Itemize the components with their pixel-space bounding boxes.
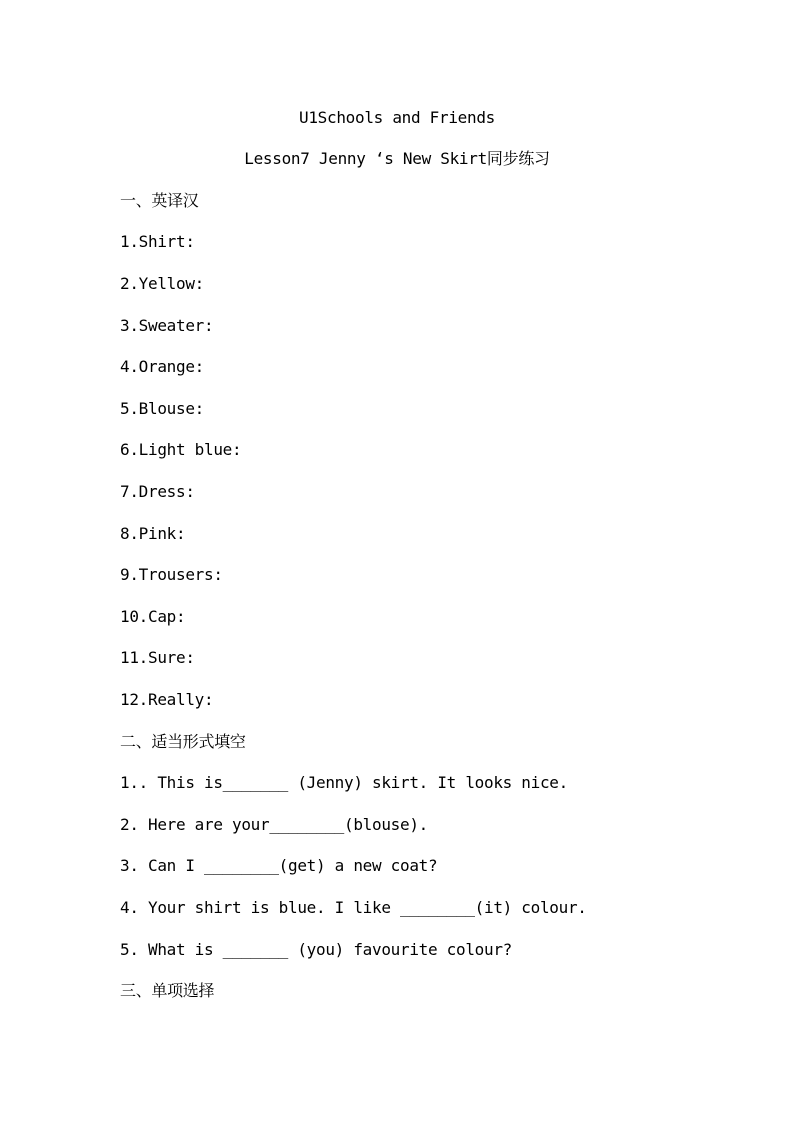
fill-in-item: 3. Can I ________(get) a new coat? [120, 856, 438, 875]
fill-in-item: 1.. This is_______ (Jenny) skirt. It looks nice. [120, 773, 568, 792]
vocab-item: 2.Yellow: [120, 274, 204, 293]
document-title: U1Schools and Friends [299, 108, 495, 127]
fill-in-item: 4. Your shirt is blue. I like ________(it) colour. [120, 898, 587, 917]
section-heading-multiple-choice: 三、单项选择 [120, 981, 215, 1000]
vocab-item: 1.Shirt: [120, 232, 195, 251]
vocab-item: 6.Light blue: [120, 440, 242, 459]
vocab-item: 3.Sweater: [120, 316, 214, 335]
section-heading-fill-in: 二、适当形式填空 [120, 732, 246, 751]
vocab-item: 9.Trousers: [120, 565, 223, 584]
vocab-item: 11.Sure: [120, 648, 195, 667]
vocab-item: 8.Pink: [120, 524, 186, 543]
document-subtitle: Lesson7 Jenny ‘s New Skirt同步练习 [244, 149, 550, 168]
fill-in-item: 2. Here are your________(blouse). [120, 815, 428, 834]
vocab-item: 12.Really: [120, 690, 214, 709]
vocab-item: 5.Blouse: [120, 399, 204, 418]
vocab-item: 4.Orange: [120, 357, 204, 376]
fill-in-item: 5. What is _______ (you) favourite colour? [120, 940, 512, 959]
section-heading-english-to-chinese: 一、英译汉 [120, 191, 199, 210]
vocab-item: 7.Dress: [120, 482, 195, 501]
vocab-item: 10.Cap: [120, 607, 186, 626]
